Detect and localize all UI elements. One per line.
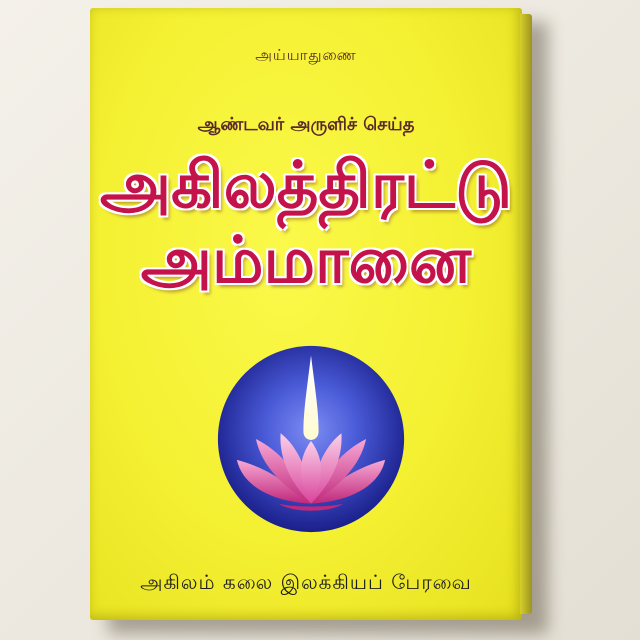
title-line-1: அகிலத்திரட்டு [100, 149, 512, 223]
lotus-with-flame-icon [216, 344, 406, 534]
title-line-2: அம்மானை [140, 224, 472, 298]
sub-caption: ஆண்டவர் அருளிச் செய்த [197, 114, 415, 135]
book-spine-edge [520, 14, 532, 614]
top-caption: அய்யாதுணை [255, 46, 357, 64]
publisher-name: அகிலம் கலை இலக்கியப் பேரவை [140, 570, 472, 594]
book-cover [90, 8, 522, 620]
